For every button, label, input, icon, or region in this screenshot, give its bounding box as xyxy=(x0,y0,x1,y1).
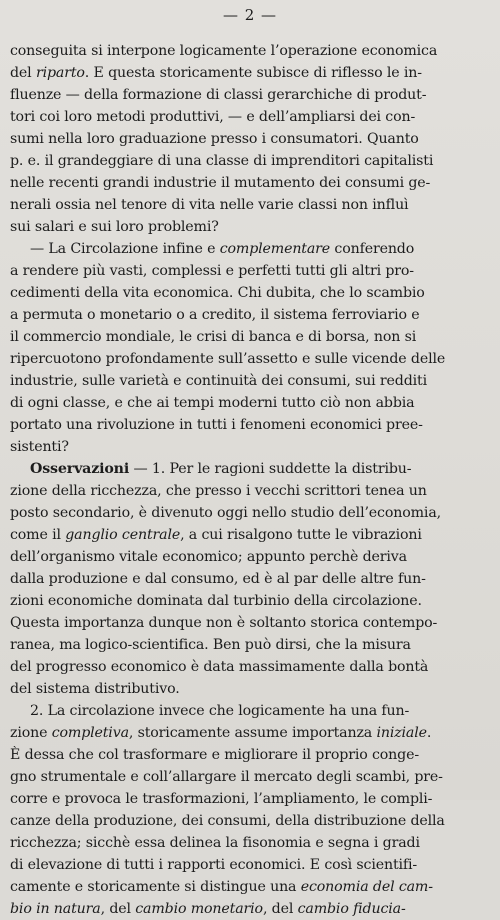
text-line xyxy=(10,172,500,194)
text-line xyxy=(10,546,500,568)
text-run: , del xyxy=(100,901,136,917)
text-run: sui salari e sui loro problemi? xyxy=(10,219,219,235)
italic-text: economia del cam- xyxy=(300,879,433,895)
text-run: camente e storicamente si distingue una xyxy=(10,879,301,895)
page-number: — 2 — xyxy=(222,6,278,24)
text-line xyxy=(10,238,500,260)
text-run: fluenze — della formazione di classi gerarchiche di produt- xyxy=(10,87,427,103)
text-line xyxy=(10,766,500,788)
text-line xyxy=(10,128,500,150)
text-run: gno strumentale e coll’allargare il mercato degli scambi, pre- xyxy=(10,769,443,785)
text-line xyxy=(10,348,500,370)
text-run: p. e. il grandeggiare di una classe di imprenditori capitalisti xyxy=(10,153,434,169)
text-line xyxy=(10,568,500,590)
text-line xyxy=(10,898,500,920)
text-line xyxy=(10,744,500,766)
text-line xyxy=(10,634,500,656)
text-line xyxy=(10,392,500,414)
italic-text: cambio monetario xyxy=(135,901,263,917)
text-line xyxy=(10,832,500,854)
text-line xyxy=(10,590,500,612)
text-line xyxy=(10,612,500,634)
italic-text: bio in natura xyxy=(10,901,101,917)
text-line xyxy=(10,480,500,502)
text-run: nerali ossia nel tenore di vita nelle varie classi non influì xyxy=(10,197,409,213)
text-run: di ogni classe, e che ai tempi moderni tutto ciò non abbia xyxy=(10,395,415,411)
text-run: tori coi loro metodi produttivi, — e dell’ampliarsi dei con- xyxy=(10,109,416,125)
text-run: posto secondario, è divenuto oggi nello studio dell’economia, xyxy=(10,505,441,521)
italic-text: complementare xyxy=(219,241,331,257)
text-run: portato una rivoluzione in tutti i fenomeni economici pree- xyxy=(10,417,423,433)
text-run: zione della ricchezza, che presso i vecchi scrittori tenea un xyxy=(10,483,427,499)
text-line xyxy=(10,458,500,480)
text-line xyxy=(10,854,500,876)
text-run: , a cui risalgono tutte le vibrazioni xyxy=(180,527,422,543)
text-run: cedimenti della vita economica. Chi dubita, che lo scambio xyxy=(10,285,425,301)
text-run: zioni economiche dominata dal turbinio della circolazione. xyxy=(10,593,422,609)
text-line xyxy=(10,282,500,304)
text-run: conseguita si interpone logicamente l’operazione economica xyxy=(10,43,438,59)
text-line xyxy=(10,326,500,348)
bold-heading-text: Osservazioni xyxy=(30,461,130,477)
text-run: ranea, ma logico-scientifica. Ben può dirsi, che la misura xyxy=(10,637,411,653)
text-run: dalla produzione e dal consumo, ed è al par delle altre fun- xyxy=(10,571,426,587)
text-line xyxy=(10,40,500,62)
text-line xyxy=(10,84,500,106)
text-line xyxy=(10,304,500,326)
text-run: ripercuotono profondamente sull’assetto e sulle vicende delle xyxy=(10,351,446,367)
text-run: industrie, sulle varietà e continuità dei consumi, sui redditi xyxy=(10,373,427,389)
text-run: 2. La circolazione invece che logicamente ha una fun- xyxy=(30,703,410,719)
text-run: sistenti? xyxy=(10,439,69,455)
text-line xyxy=(10,370,500,392)
text-run: È dessa che col trasformare e migliorare il proprio conge- xyxy=(10,747,419,763)
text-run: il commercio mondiale, le crisi di banca e di borsa, non si xyxy=(10,329,417,345)
text-run: del sistema distributivo. xyxy=(10,681,180,697)
italic-text: iniziale xyxy=(376,725,427,741)
text-line xyxy=(10,656,500,678)
italic-text: ganglio centrale xyxy=(65,527,181,543)
text-line xyxy=(10,788,500,810)
text-line xyxy=(10,62,500,84)
text-run: — 1. Per le ragioni suddette la distribu- xyxy=(129,461,412,477)
text-run: , storicamente assume importanza xyxy=(128,725,377,741)
text-line xyxy=(10,722,500,744)
text-line xyxy=(10,810,500,832)
text-run: , del xyxy=(262,901,298,917)
body-text xyxy=(10,40,500,920)
text-line xyxy=(10,150,500,172)
text-run: sumi nella loro graduazione presso i consumatori. Quanto xyxy=(10,131,419,147)
text-line xyxy=(10,194,500,216)
text-line xyxy=(10,260,500,282)
text-line xyxy=(10,678,500,700)
text-run: del xyxy=(10,65,36,81)
text-run: a permuta o monetario o a credito, il sistema ferroviario e xyxy=(10,307,420,323)
text-run: zione xyxy=(10,725,52,741)
text-line xyxy=(10,436,500,458)
text-line xyxy=(10,502,500,524)
text-line xyxy=(10,216,500,238)
italic-text: cambio fiducia- xyxy=(297,901,406,917)
text-line xyxy=(10,876,500,898)
text-line xyxy=(10,106,500,128)
text-run: di elevazione di tutti i rapporti economici. E così scientifi- xyxy=(10,857,418,873)
text-run: . E questa storicamente subisce di riflesso le in- xyxy=(84,65,422,81)
text-line xyxy=(10,414,500,436)
text-run: — La Circolazione infine e xyxy=(30,241,220,257)
italic-text: riparto xyxy=(35,65,85,81)
text-run: . xyxy=(426,725,432,741)
text-line xyxy=(10,700,500,722)
text-run: a rendere più vasti, complessi e perfetti tutti gli altri pro- xyxy=(10,263,414,279)
text-run: nelle recenti grandi industrie il mutamento dei consumi ge- xyxy=(10,175,431,191)
text-run: dell’organismo vitale economico; appunto perchè deriva xyxy=(10,549,407,565)
text-line xyxy=(10,524,500,546)
text-run: Questa importanza dunque non è soltanto storica contempo- xyxy=(10,615,438,631)
italic-text: completiva xyxy=(51,725,129,741)
text-run: corre e provoca le trasformazioni, l’ampliamento, le compli- xyxy=(10,791,433,807)
text-run: come il xyxy=(10,527,66,543)
text-run: ricchezza; sicchè essa delinea la fisonomia e segna i gradi xyxy=(10,835,420,851)
text-run: canze della produzione, dei consumi, della distribuzione della xyxy=(10,813,445,829)
text-run: del progresso economico è data massimamente dalla bontà xyxy=(10,659,429,675)
text-run: conferendo xyxy=(330,241,415,257)
